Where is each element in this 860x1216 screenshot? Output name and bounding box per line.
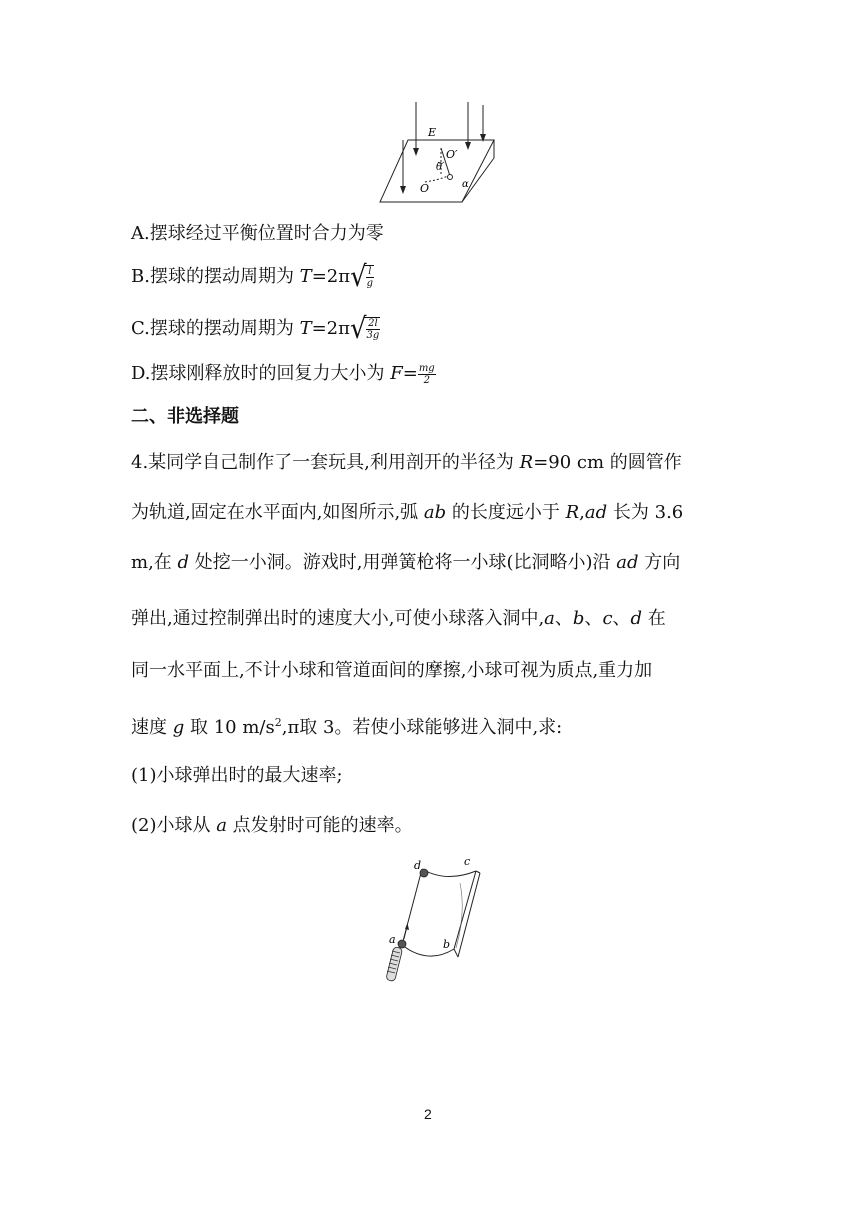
option-a-text: A.摆球经过平衡位置时合力为零 xyxy=(131,223,384,244)
text-run: (2)小球从 xyxy=(131,815,217,836)
option-b xyxy=(131,260,374,294)
section-title: 二、非选择题 xyxy=(131,406,239,427)
text-run: 在 xyxy=(642,608,666,629)
text-run: 、 xyxy=(554,608,573,629)
label-alpha: α xyxy=(462,179,469,190)
half-pipe-track-figure xyxy=(376,853,496,983)
text-run: 、 xyxy=(584,608,603,629)
text-run: 、 xyxy=(612,608,631,629)
var-ab: ab xyxy=(423,502,447,523)
question-2 xyxy=(131,814,413,838)
problem-line-3 xyxy=(131,551,680,575)
var-ad: ad xyxy=(616,552,639,573)
option-b-var: T xyxy=(299,266,312,287)
text-run: 为轨道,固定在水平面内,如图所示,弧 xyxy=(131,502,424,523)
text-run: 取 10 m/s xyxy=(184,717,275,738)
var-a: a xyxy=(544,608,555,629)
text-run: 长为 3.6 xyxy=(607,502,684,523)
option-d-var: F xyxy=(390,363,403,384)
text-run: 点发射时可能的速率。 xyxy=(226,815,413,836)
option-c xyxy=(131,312,380,346)
problem-line-6 xyxy=(131,711,562,740)
text-run: 的长度远小于 xyxy=(446,502,566,523)
option-d-eq: = xyxy=(402,363,418,384)
option-d-fraction xyxy=(418,363,436,386)
text-run: , xyxy=(579,502,585,523)
option-b-numerator: l xyxy=(366,266,374,278)
page-number: 2 xyxy=(424,1106,432,1122)
var-d: d xyxy=(630,608,643,629)
label-theta: θ xyxy=(436,162,443,173)
sqrt-expression: √ $\frac{2l}{3g}$ xyxy=(349,312,380,346)
var-ad: ad xyxy=(584,502,608,523)
label-a: a xyxy=(389,933,396,946)
label-O-prime: O′ xyxy=(446,148,458,161)
option-d-prefix: D.摆球刚释放时的回复力大小为 xyxy=(131,363,391,384)
text-run: 方向 xyxy=(638,552,681,573)
problem-line-5: 同一水平面上,不计小球和管道面间的摩擦,小球可视为质点,重力加 xyxy=(131,660,653,681)
superscript: 2 xyxy=(274,716,282,729)
label-E: E xyxy=(428,126,437,139)
text-run: 4.某同学自己制作了一套玩具,利用剖开的半径为 xyxy=(131,452,520,473)
option-c-prefix: C.摆球的摆动周期为 xyxy=(131,318,300,339)
var-g: g xyxy=(172,717,185,738)
option-b-prefix: B.摆球的摆动周期为 xyxy=(131,266,300,287)
option-d-denominator: 2 xyxy=(423,374,430,386)
label-d: d xyxy=(414,859,422,872)
option-b-eq: =2π xyxy=(311,266,351,287)
text-run: ,π取 3。若使小球能够进入洞中,求: xyxy=(281,717,563,738)
option-d xyxy=(131,362,436,386)
sqrt-expression: √ $\frac{l}{g}$ xyxy=(350,260,374,294)
pendulum-incline-figure xyxy=(378,100,496,206)
label-b: b xyxy=(443,938,451,951)
label-c: c xyxy=(464,855,471,868)
option-c-numerator: 2l xyxy=(366,318,381,330)
var-d: d xyxy=(177,552,190,573)
text-run: =90 cm 的圆管作 xyxy=(533,452,682,473)
var-a: a xyxy=(216,815,227,836)
problem-line-2 xyxy=(131,501,683,525)
option-c-denominator: 3g xyxy=(366,330,380,341)
var-R: R xyxy=(565,502,580,523)
option-c-var: T xyxy=(299,318,312,339)
text-run: m,在 xyxy=(131,552,178,573)
text-run: 处挖一小洞。游戏时,用弹簧枪将一小球(比洞略小)沿 xyxy=(189,552,617,573)
option-a xyxy=(131,222,384,246)
text-run: 弹出,通过控制弹出时的速度大小,可使小球落入洞中, xyxy=(131,608,545,629)
problem-line-1 xyxy=(131,451,682,475)
option-c-eq: =2π xyxy=(311,318,350,339)
option-c-fraction xyxy=(366,318,381,341)
problem-line-4 xyxy=(131,607,666,631)
var-b: b xyxy=(572,608,585,629)
option-b-denominator: g xyxy=(366,278,374,289)
var-R: R xyxy=(519,452,534,473)
label-O: O xyxy=(420,182,430,195)
option-d-numerator: mg xyxy=(418,362,435,374)
question-1: (1)小球弹出时的最大速率; xyxy=(131,765,343,786)
text-run: 速度 xyxy=(131,717,173,738)
var-c: c xyxy=(602,608,613,629)
